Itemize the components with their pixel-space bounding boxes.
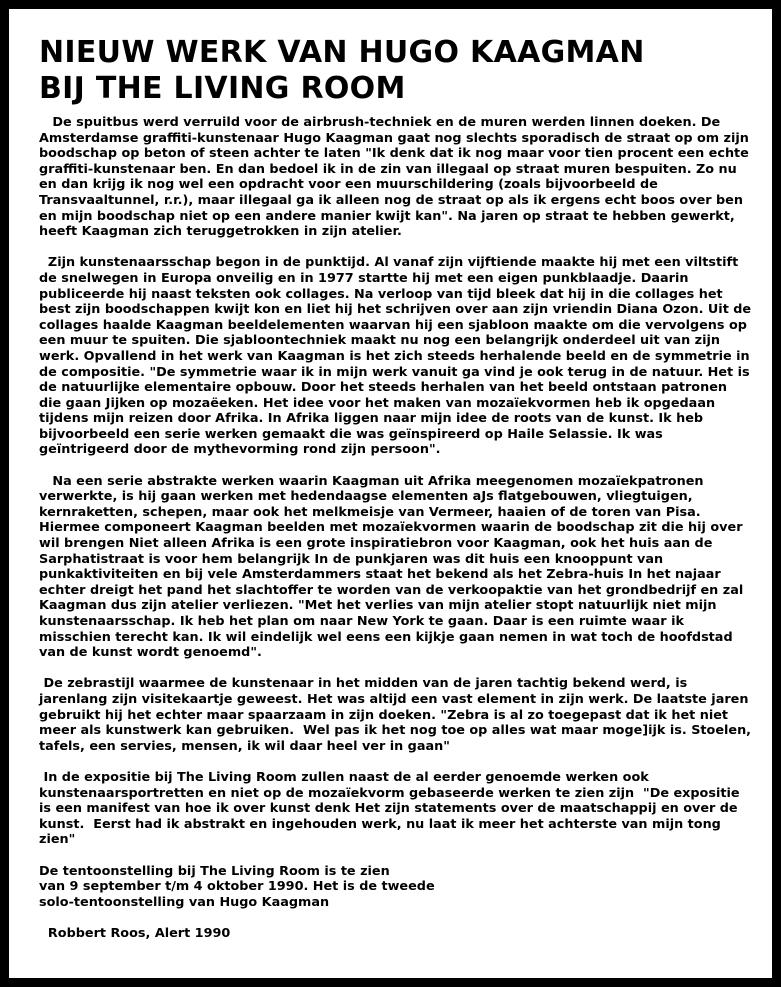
- article-title-line-2: BIJ THE LIVING ROOM: [39, 71, 406, 106]
- exhibition-info-line-2: van 9 september t/m 4 oktober 1990. Het is de tweede: [39, 879, 435, 895]
- article-paragraph-1: De spuitbus werd verruild voor de airbrush-techniek en de muren werden linnen doeken. De Amsterdamse graffiti-kunstenaar Hugo Kaagman gaat nog slechts sporadisch de straat op om zijn boodschap op beton of steen achter te laten "Ik denk dat ik nog maar voor tien procent een echte graffiti-kunstenaar ben. En dan bedoel ik in de zin van illegaal op straat muren bespuiten. Zo nu en dan krijg ik nog wel een opdracht voor een muurschildering (zoals bijvoorbeeld de Transvaaltunnel, r.r.), maar illegaal ga ik alleen nog de straat op als ik ergens echt boos over ben en mijn boodschap niet op een andere manier kwijt kan". Na jaren op straat te hebben gewerkt, heeft Kaagman zich teruggetrokken in zijn atelier.: [39, 115, 754, 240]
- exhibition-info-line-1: De tentoonstelling bij The Living Room is te zien: [39, 863, 390, 879]
- article-paragraph-5: In de expositie bij The Living Room zullen naast de al eerder genoemde werken ook kunstenaarsportretten en niet op de mozaïekvorm gebaseerde werken te zien zijn "De expositie is een manifest van hoe ik over kunst denk Het zijn statements over de maatschappij en over de kunst. Eerst had ik abstrakt en ingehouden werk, nu laat ik meer het achterste van mijn tong zien": [39, 769, 744, 848]
- exhibition-info: [39, 864, 752, 911]
- author-signature: Robbert Roos, Alert 1990: [39, 925, 231, 941]
- article-paragraph-4: De zebrastijl waarmee de kunstenaar in het midden van de jaren tachtig bekend werd, is jarenlang zijn visitekaartje geweest. Het was altijd een vast element in zijn werk. De laatste jaren gebruikt hij het echter maar spaarzaam in zijn doeken. "Zebra is al zo toegepast dat ik het niet meer als kunstwerk kan gebruiken. Wel pas ik het nog toe op alles wat maar moge]ijk is. Stoelen, tafels, een servies, mensen, ik wil daar heel ver in gaan": [39, 676, 756, 754]
- article-body: [39, 115, 756, 941]
- article-title: [39, 35, 752, 107]
- article-title-line-1: NIEUW WERK VAN HUGO KAAGMAN: [39, 35, 645, 70]
- article-paragraph-3: Na een serie abstrakte werken waarin Kaagman uit Afrika meegenomen mozaïekpatronen verwerkte, is hij gaan werken met hedendaagse elementen aJs flatgebouwen, vliegtuigen, kernraketten, schepen, maar ook het melkmeisje van Vermeer, haaien of de toren van Pisa. Hiermee componeert Kaagman beelden met mozaïekvormen waarin de boodschap zit die hij over wil brengen Niet alleen Afrika is een grote inspiratiebron voor Kaagman, ook het huis aan de Sarphatistraat is voor hem belangrijk In de punkjaren was dit huis een knooppunt van punkaktiviteiten en bij vele Amsterdammers staat het bekend als het Zebra-huis In het najaar echter dreigt het pand het slachtoffer te worden van de verkoopaktie van het grondbedrijf en zal Kaagman dus zijn atelier verliezen. "Met het verlies van mijn atelier stopt natuurlijk niet mijn kunstenaarsschap. Ik heb het plan om naar New York te gaan. Daar is een ruimte waar ik misschien terecht kan. Ik wil eindelijk wel eens een kijkje gaan nemen in wat toch de hoofdstad van de kunst wordt genoemd".: [39, 473, 753, 661]
- exhibition-info-line-3: solo-tentoonstelling van Hugo Kaagman: [39, 894, 330, 910]
- article-paragraph-2: Zijn kunstenaarsschap begon in de punktijd. Al vanaf zijn vijftiende maakte hij met een viltstift de snelwegen in Europa onveilig en in 1977 startte hij met een eigen punkblaadje. Daarin publiceerde hij naast teksten ook collages. Na verloop van tijd bleek dat hij in die collages het best zijn boodschappen kwijt kon en liet hij het schrijven over aan zijn vriendin Diana Ozon. Uit de collages haalde Kaagman beeldelementen waarvan hij een sjabloon maakte om die vervolgens op een muur te spuiten. Die sjabloontechniek maakt nu nog een belangrijk onderdeel uit van zijn werk. Opvallend in het werk van Kaagman is het zich steeds herhalende beeld en de symmetrie in de compositie. "De symmetrie waar ik in mijn werk vanuit ga vind je ook terug in de natuur. Het is de natuurlijke elementaire opbouw. Door het steeds herhalen van het beeld ontstaan patronen die gaan Jijken op mozaëeken. Het idee voor het maken van mozaïekvormen heb ik opgedaan tijdens mijn reizen door Afrika. In Afrika liggen naar mijn idee de roots van de kunst. Ik heb bijvoorbeeld een serie werken gemaakt die was geïnspireerd op Haile Selassie. Ik was geïntrigeerd door de mythevorming rond zijn persoon".: [39, 255, 756, 458]
- document-page: [9, 9, 772, 978]
